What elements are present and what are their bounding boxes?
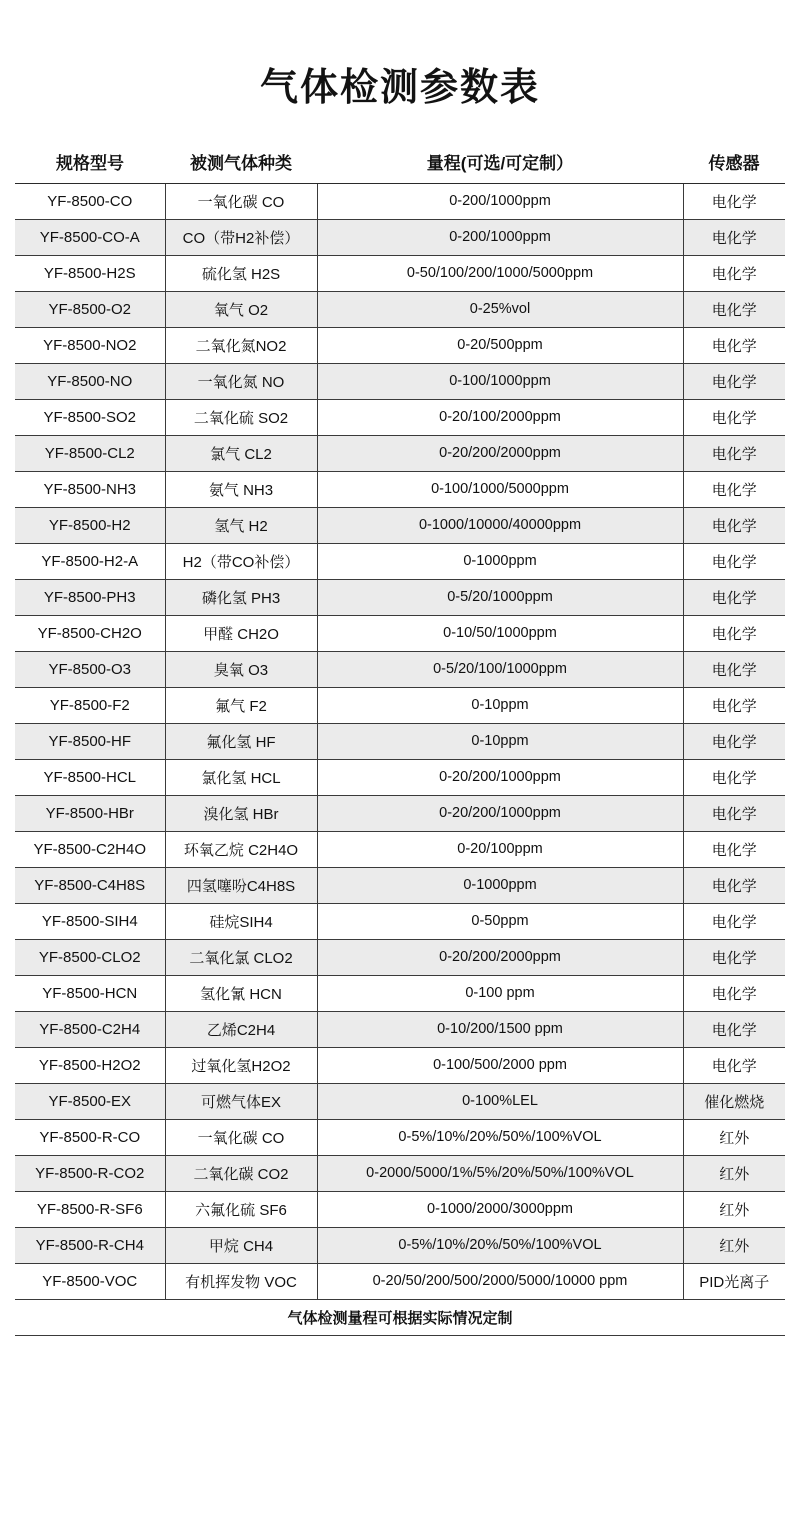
cell-model: YF-8500-R-SF6 (15, 1191, 165, 1227)
table-row (15, 903, 785, 939)
table-row (15, 939, 785, 975)
cell-gas-type: 甲烷 CH4 (165, 1227, 317, 1263)
cell-range: 0-50ppm (317, 903, 683, 939)
cell-sensor: 电化学 (683, 795, 785, 831)
cell-range: 0-20/200/1000ppm (317, 759, 683, 795)
cell-sensor: 电化学 (683, 399, 785, 435)
cell-range: 0-5%/10%/20%/50%/100%VOL (317, 1119, 683, 1155)
table-row (15, 1191, 785, 1227)
cell-sensor: 红外 (683, 1119, 785, 1155)
cell-sensor: 电化学 (683, 435, 785, 471)
cell-sensor: 电化学 (683, 579, 785, 615)
cell-range: 0-100 ppm (317, 975, 683, 1011)
table-row (15, 723, 785, 759)
gas-parameter-table (15, 141, 785, 1336)
cell-gas-type: 一氧化碳 CO (165, 1119, 317, 1155)
cell-gas-type: 氯化氢 HCL (165, 759, 317, 795)
cell-model: YF-8500-VOC (15, 1263, 165, 1299)
cell-sensor: 电化学 (683, 255, 785, 291)
cell-range: 0-1000/2000/3000ppm (317, 1191, 683, 1227)
cell-model: YF-8500-HCN (15, 975, 165, 1011)
table-row (15, 1083, 785, 1119)
cell-gas-type: 氢气 H2 (165, 507, 317, 543)
cell-model: YF-8500-C4H8S (15, 867, 165, 903)
cell-sensor: 红外 (683, 1155, 785, 1191)
cell-sensor: 电化学 (683, 219, 785, 255)
table-row (15, 363, 785, 399)
cell-model: YF-8500-H2 (15, 507, 165, 543)
cell-sensor: 电化学 (683, 1011, 785, 1047)
cell-sensor: 电化学 (683, 327, 785, 363)
cell-gas-type: CO（带H2补偿） (165, 219, 317, 255)
table-header (15, 141, 785, 183)
cell-sensor: 电化学 (683, 759, 785, 795)
table-row (15, 507, 785, 543)
cell-model: YF-8500-C2H4O (15, 831, 165, 867)
cell-gas-type: 氨气 NH3 (165, 471, 317, 507)
cell-sensor: 电化学 (683, 291, 785, 327)
cell-sensor: 电化学 (683, 939, 785, 975)
cell-sensor: 红外 (683, 1191, 785, 1227)
cell-model: YF-8500-CO (15, 183, 165, 219)
cell-model: YF-8500-NH3 (15, 471, 165, 507)
column-header-range: 量程(可选/可定制） (317, 141, 683, 183)
cell-gas-type: 甲醛 CH2O (165, 615, 317, 651)
cell-model: YF-8500-SIH4 (15, 903, 165, 939)
cell-model: YF-8500-CLO2 (15, 939, 165, 975)
cell-range: 0-20/500ppm (317, 327, 683, 363)
cell-model: YF-8500-O2 (15, 291, 165, 327)
page-title: 气体检测参数表 (259, 67, 540, 109)
cell-gas-type: 四氢噻吩C4H8S (165, 867, 317, 903)
cell-range: 0-25%vol (317, 291, 683, 327)
cell-gas-type: 氯气 CL2 (165, 435, 317, 471)
cell-sensor: 电化学 (683, 975, 785, 1011)
table-row (15, 543, 785, 579)
cell-range: 0-10/50/1000ppm (317, 615, 683, 651)
cell-gas-type: 环氧乙烷 C2H4O (165, 831, 317, 867)
cell-sensor: 电化学 (683, 723, 785, 759)
cell-sensor: 电化学 (683, 471, 785, 507)
cell-gas-type: 磷化氢 PH3 (165, 579, 317, 615)
cell-gas-type: 硫化氢 H2S (165, 255, 317, 291)
footnote-text: 气体检测量程可根据实际情况定制 (15, 1299, 785, 1335)
cell-range: 0-5/20/100/1000ppm (317, 651, 683, 687)
table-row (15, 1155, 785, 1191)
cell-gas-type: 可燃气体EX (165, 1083, 317, 1119)
table-row (15, 399, 785, 435)
cell-gas-type: 乙烯C2H4 (165, 1011, 317, 1047)
table-row (15, 687, 785, 723)
table-row (15, 255, 785, 291)
table-footer (15, 1299, 785, 1335)
cell-range: 0-5/20/1000ppm (317, 579, 683, 615)
cell-range: 0-2000/5000/1%/5%/20%/50%/100%VOL (317, 1155, 683, 1191)
table-row (15, 183, 785, 219)
cell-gas-type: 臭氧 O3 (165, 651, 317, 687)
cell-gas-type: 氟化氢 HF (165, 723, 317, 759)
cell-range: 0-20/200/2000ppm (317, 435, 683, 471)
cell-gas-type: H2（带CO补偿） (165, 543, 317, 579)
cell-range: 0-200/1000ppm (317, 183, 683, 219)
cell-sensor: 电化学 (683, 1047, 785, 1083)
cell-model: YF-8500-F2 (15, 687, 165, 723)
cell-model: YF-8500-CO-A (15, 219, 165, 255)
table-row (15, 435, 785, 471)
cell-sensor: 电化学 (683, 615, 785, 651)
cell-gas-type: 一氧化氮 NO (165, 363, 317, 399)
table-body (15, 183, 785, 1299)
cell-gas-type: 氢化氰 HCN (165, 975, 317, 1011)
cell-range: 0-5%/10%/20%/50%/100%VOL (317, 1227, 683, 1263)
table-row (15, 327, 785, 363)
cell-range: 0-1000/10000/40000ppm (317, 507, 683, 543)
cell-gas-type: 二氧化硫 SO2 (165, 399, 317, 435)
cell-model: YF-8500-HBr (15, 795, 165, 831)
column-header-gas-type: 被测气体种类 (165, 141, 317, 183)
cell-range: 0-100/1000ppm (317, 363, 683, 399)
cell-sensor: 电化学 (683, 183, 785, 219)
cell-gas-type: 氧气 O2 (165, 291, 317, 327)
cell-range: 0-1000ppm (317, 543, 683, 579)
cell-sensor: 电化学 (683, 507, 785, 543)
cell-sensor: 电化学 (683, 831, 785, 867)
cell-gas-type: 二氧化氯 CLO2 (165, 939, 317, 975)
page-bottom-whitespace (0, 1336, 800, 1476)
cell-range: 0-10ppm (317, 723, 683, 759)
table-row (15, 1119, 785, 1155)
cell-model: YF-8500-H2S (15, 255, 165, 291)
table-row (15, 975, 785, 1011)
cell-model: YF-8500-HF (15, 723, 165, 759)
cell-model: YF-8500-NO (15, 363, 165, 399)
table-header-row (15, 141, 785, 183)
document-page (0, 56, 800, 1476)
cell-sensor: 电化学 (683, 543, 785, 579)
table-row (15, 759, 785, 795)
cell-model: YF-8500-CH2O (15, 615, 165, 651)
cell-gas-type: 有机挥发物 VOC (165, 1263, 317, 1299)
cell-model: YF-8500-SO2 (15, 399, 165, 435)
cell-range: 0-20/200/1000ppm (317, 795, 683, 831)
column-header-sensor: 传感器 (683, 141, 785, 183)
table-row (15, 1011, 785, 1047)
table-row (15, 579, 785, 615)
table-row (15, 291, 785, 327)
table-row (15, 1047, 785, 1083)
cell-model: YF-8500-PH3 (15, 579, 165, 615)
cell-model: YF-8500-R-CH4 (15, 1227, 165, 1263)
cell-sensor: 电化学 (683, 867, 785, 903)
footnote-row (15, 1299, 785, 1335)
cell-gas-type: 一氧化碳 CO (165, 183, 317, 219)
cell-gas-type: 硅烷SIH4 (165, 903, 317, 939)
cell-range: 0-50/100/200/1000/5000ppm (317, 255, 683, 291)
cell-range: 0-200/1000ppm (317, 219, 683, 255)
cell-sensor: 电化学 (683, 363, 785, 399)
cell-model: YF-8500-NO2 (15, 327, 165, 363)
cell-range: 0-100/500/2000 ppm (317, 1047, 683, 1083)
table-row (15, 831, 785, 867)
cell-model: YF-8500-HCL (15, 759, 165, 795)
cell-gas-type: 溴化氢 HBr (165, 795, 317, 831)
cell-gas-type: 氟气 F2 (165, 687, 317, 723)
cell-range: 0-100/1000/5000ppm (317, 471, 683, 507)
cell-sensor: 电化学 (683, 687, 785, 723)
cell-model: YF-8500-H2O2 (15, 1047, 165, 1083)
table-row (15, 615, 785, 651)
table-row (15, 1263, 785, 1299)
cell-model: YF-8500-R-CO2 (15, 1155, 165, 1191)
cell-range: 0-10ppm (317, 687, 683, 723)
cell-range: 0-10/200/1500 ppm (317, 1011, 683, 1047)
cell-range: 0-20/50/200/500/2000/5000/10000 ppm (317, 1263, 683, 1299)
cell-model: YF-8500-R-CO (15, 1119, 165, 1155)
cell-model: YF-8500-O3 (15, 651, 165, 687)
cell-sensor: 催化燃烧 (683, 1083, 785, 1119)
cell-range: 0-1000ppm (317, 867, 683, 903)
cell-sensor: PID光离子 (683, 1263, 785, 1299)
table-row (15, 867, 785, 903)
table-row (15, 471, 785, 507)
cell-range: 0-20/100/2000ppm (317, 399, 683, 435)
cell-range: 0-20/200/2000ppm (317, 939, 683, 975)
cell-range: 0-100%LEL (317, 1083, 683, 1119)
cell-gas-type: 二氧化碳 CO2 (165, 1155, 317, 1191)
cell-gas-type: 六氟化硫 SF6 (165, 1191, 317, 1227)
cell-gas-type: 二氧化氮NO2 (165, 327, 317, 363)
cell-sensor: 电化学 (683, 903, 785, 939)
table-row (15, 795, 785, 831)
cell-sensor: 红外 (683, 1227, 785, 1263)
table-row (15, 1227, 785, 1263)
cell-model: YF-8500-H2-A (15, 543, 165, 579)
table-row (15, 219, 785, 255)
cell-range: 0-20/100ppm (317, 831, 683, 867)
cell-model: YF-8500-CL2 (15, 435, 165, 471)
table-row (15, 651, 785, 687)
cell-model: YF-8500-EX (15, 1083, 165, 1119)
column-header-model: 规格型号 (15, 141, 165, 183)
cell-gas-type: 过氧化氢H2O2 (165, 1047, 317, 1083)
cell-model: YF-8500-C2H4 (15, 1011, 165, 1047)
cell-sensor: 电化学 (683, 651, 785, 687)
